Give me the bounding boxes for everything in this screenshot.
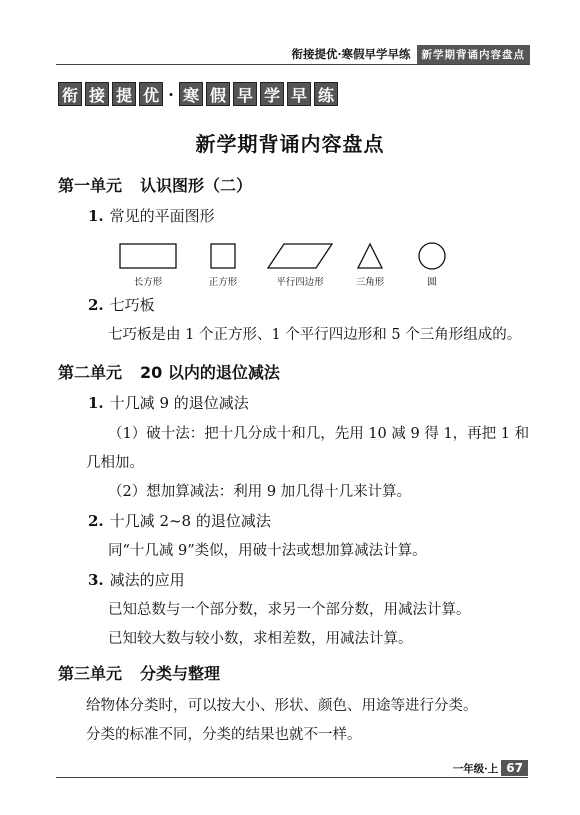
item-label: 十几减 2~8 的退位减法: [109, 512, 271, 530]
item-title: [88, 569, 185, 590]
unit-title: [58, 661, 220, 684]
unit-topic: 认识图形（二）: [140, 176, 253, 195]
banner-char: 衔: [58, 82, 82, 106]
shape-label-triangle: 三角形: [355, 277, 385, 288]
classify-text-1: 给物体分类时，可以按大小、形状、颜色、用途等进行分类。: [86, 698, 478, 714]
item-label: 减法的应用: [109, 571, 185, 589]
page-number: 67: [501, 760, 528, 776]
method-1-text: （1）破十法：把十几分成十和几，先用 10 减 9 得 1，再把 1 和: [108, 426, 530, 442]
method-2-text: （2）想加算减法：利用 9 加几得十几来计算。: [108, 484, 412, 500]
item-number: 1.: [88, 207, 104, 225]
unit-title: [58, 173, 252, 196]
banner-char: 寒: [179, 82, 203, 106]
application-text-1: 已知总数与一个部分数，求另一个部分数，用减法计算。: [108, 602, 471, 618]
similar-method-text: 同“十几减 9”类似，用破十法或想加算减法计算。: [108, 543, 427, 559]
item-title: [88, 392, 249, 413]
shapes-svg: [118, 238, 458, 272]
unit-title: [58, 360, 280, 383]
banner-dot: ·: [168, 84, 174, 104]
item-label: 十几减 9 的退位减法: [109, 394, 249, 412]
page-title: 新学期背诵内容盘点: [195, 132, 385, 156]
unit-topic: 分类与整理: [140, 664, 221, 683]
unit-label: 第一单元: [58, 176, 123, 195]
header-rule: [56, 64, 530, 65]
banner-char: 提: [112, 82, 136, 106]
banner-char: 练: [314, 82, 338, 106]
application-text-2: 已知较大数与较小数，求相差数，用减法计算。: [108, 631, 413, 647]
header-series: 衔接提优·寒假早学早练: [291, 47, 411, 61]
banner-char: 优: [139, 82, 163, 106]
item-number: 2.: [88, 512, 104, 530]
item-number: 1.: [88, 394, 104, 412]
shape-label-circle: 圆: [427, 277, 437, 288]
method-1-text-cont: 几相加。: [86, 455, 144, 471]
item-label: 常见的平面图形: [109, 207, 215, 225]
footer-grade: 一年级·上: [452, 762, 499, 775]
unit-topic: 20 以内的退位减法: [140, 363, 280, 382]
plane-shapes-figure: [118, 238, 458, 288]
classify-text-2: 分类的标准不同，分类的结果也就不一样。: [86, 727, 362, 743]
page-footer: [453, 760, 528, 776]
shape-label-square: 正方形: [208, 277, 238, 288]
triangle-shape: [358, 244, 382, 268]
banner-char: 早: [233, 82, 257, 106]
unit-label: 第三单元: [58, 664, 123, 683]
shape-label-rectangle: 长方形: [133, 277, 163, 288]
tangram-text: 七巧板是由 1 个正方形、1 个平行四边形和 5 个三角形组成的。: [108, 327, 522, 343]
header-chapter: 新学期背诵内容盘点: [417, 45, 531, 64]
banner-char: 接: [85, 82, 109, 106]
parallelogram-shape: [268, 244, 332, 268]
item-number: 2.: [88, 296, 104, 314]
item-number: 3.: [88, 571, 104, 589]
banner-char: 学: [260, 82, 284, 106]
item-title: [88, 205, 215, 226]
item-title: [88, 510, 271, 531]
square-shape: [211, 244, 235, 268]
item-label: 七巧板: [109, 296, 155, 314]
running-header: [291, 45, 530, 63]
item-title: [88, 294, 155, 315]
banner-char: 假: [206, 82, 230, 106]
banner-char: 早: [287, 82, 311, 106]
rectangle-shape: [120, 244, 176, 268]
unit-label: 第二单元: [58, 363, 123, 382]
series-banner: [58, 82, 341, 106]
circle-shape: [419, 243, 445, 269]
footer-rule: [56, 777, 528, 778]
shape-label-parallelogram: 平行四边形: [276, 277, 324, 288]
